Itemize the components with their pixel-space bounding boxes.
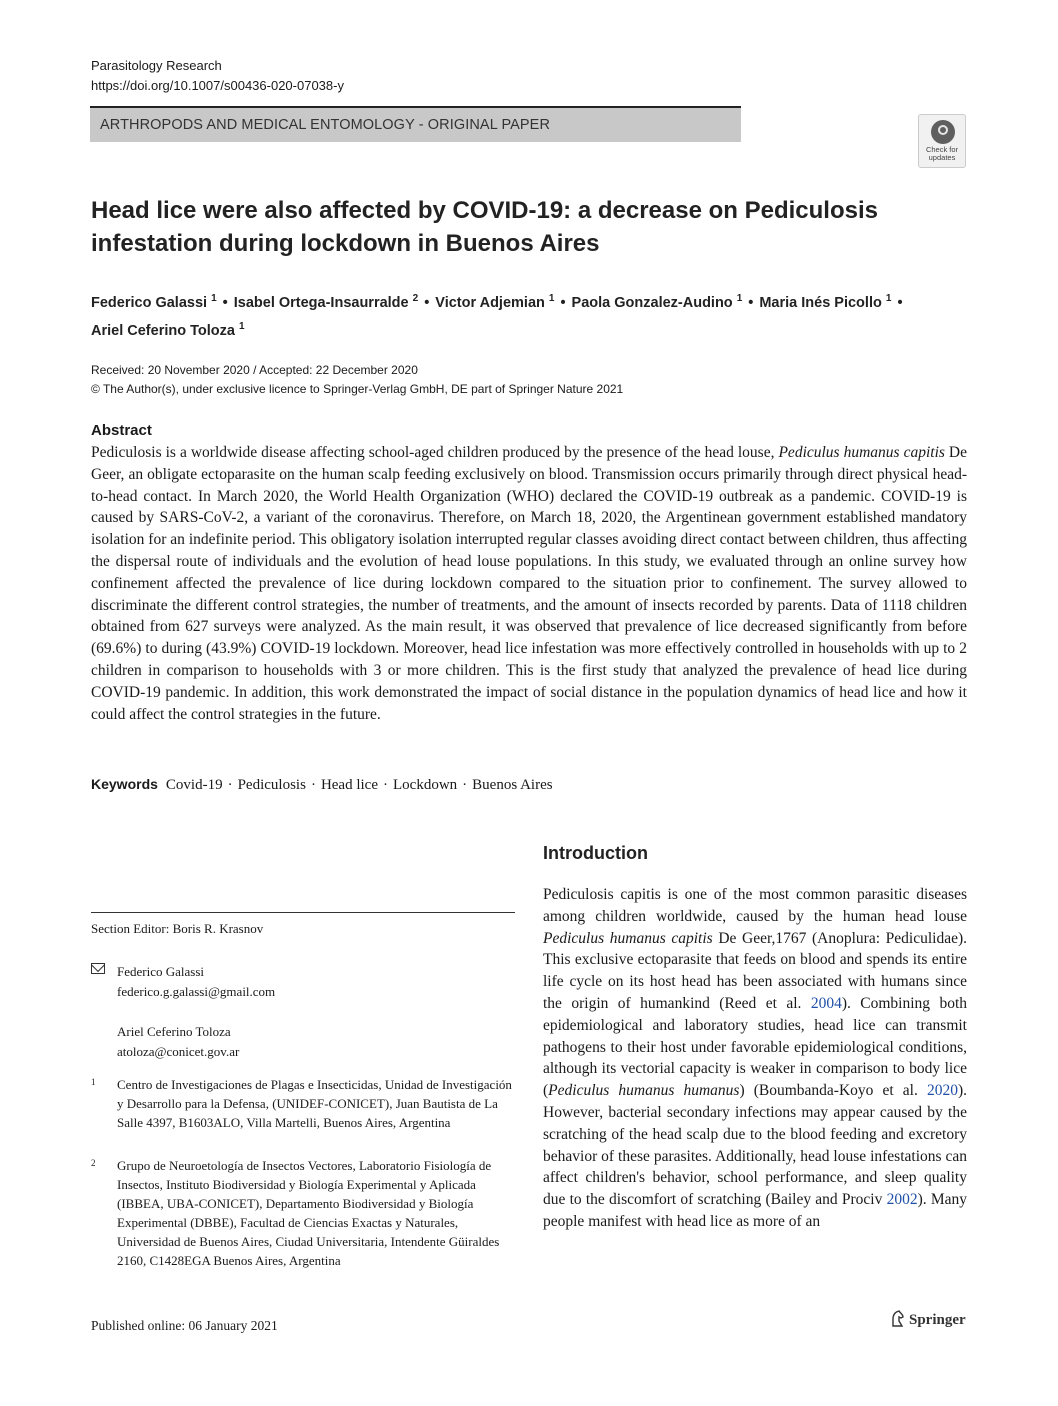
corresponding-author-email[interactable]: atoloza@conicet.gov.ar <box>117 1044 240 1059</box>
corresponding-authors <box>91 962 515 1062</box>
section-editor: Section Editor: Boris R. Krasnov <box>91 921 264 936</box>
abstract-heading: Abstract <box>91 422 152 439</box>
springer-horse-icon <box>890 1310 905 1327</box>
keyword-separator: · <box>227 777 233 793</box>
affiliation-1 <box>91 1075 515 1132</box>
published-online: Published online: 06 January 2021 <box>91 1318 278 1333</box>
author-list <box>91 287 971 343</box>
abstract-text-part: Pediculosis is a worldwide disease affecting school-aged children produced by the presence of the head louse, <box>91 444 779 461</box>
intro-text-part: ). Many people manifest with head lice as more of an <box>543 1191 967 1230</box>
article-title: Head lice were also affected by COVID-19: a decrease on Pediculosis infestation during lockdown in Buenos Aires <box>91 197 878 257</box>
check-updates-label: Check for updates <box>925 145 959 162</box>
affiliation-text: Grupo de Neuroetología de Insectos Vectores, Laboratorio Fisiología de Insectos, Instituto Biodiversidad y Biología Experimental y Aplicada (IBBEA, UBA-CONICET), Departamento Biodiversidad y Biología Experimental (DBBE), Facultad de Ciencias Exactas y Naturales, Universidad de Buenos Aires, Ciudad Universitaria, Intendente Güiraldes 2160, C1428EGA Buenos Aires, Argentina <box>117 1158 500 1268</box>
keyword: Head lice <box>320 777 378 793</box>
article-category: ARTHROPODS AND MEDICAL ENTOMOLOGY - ORIGINAL PAPER <box>100 117 551 133</box>
introduction-heading: Introduction <box>543 843 648 863</box>
species-name: Pediculus humanus capitis <box>543 929 713 947</box>
author-name[interactable]: Paola Gonzalez-Audino <box>571 294 733 311</box>
keyword: Buenos Aires <box>472 777 553 793</box>
citation-link[interactable]: 2020 <box>926 1082 958 1100</box>
intro-text-part: Pediculosis capitis is one of the most common parasitic diseases among children worldwide, caused by the human head louse <box>543 886 967 925</box>
author-name[interactable]: Ariel Ceferino Toloza <box>91 322 235 339</box>
author-separator: • <box>748 294 754 311</box>
affiliation-2 <box>91 1156 515 1270</box>
introduction-text <box>543 884 967 1233</box>
affiliation-marker: 1 <box>548 293 555 304</box>
intro-text-part: ). However, bacterial secondary infections may appear caused by the scratching of the head scalp due to the blood feeding and excretory behavior of these parasites. Additionally, head louse infestations can affect children's behavior, school performance, and sleep quality due to the discomfort of scratching (Bailey and Prociv <box>543 1082 967 1209</box>
author-separator: • <box>897 294 903 311</box>
species-name: Pediculus humanus humanus <box>548 1082 740 1100</box>
doi-link[interactable]: https://doi.org/10.1007/s00436-020-07038-y <box>91 78 344 93</box>
springer-logo <box>890 1310 966 1329</box>
affiliation-marker: 1 <box>238 320 245 332</box>
author-name[interactable]: Isabel Ortega-Insaurralde <box>233 294 409 311</box>
journal-name: Parasitology Research <box>91 58 222 73</box>
category-bar <box>90 106 741 142</box>
crossmark-icon <box>931 120 955 144</box>
intro-text-part: ). Combining both epidemiological and laboratory studies, head lice can transmit pathogens to their host under favorable epidemiological conditions, although its vectorial capacity is weaker in comparison to body lice ( <box>543 994 967 1100</box>
author-separator: • <box>560 294 566 311</box>
keywords-heading: Keywords <box>91 776 158 792</box>
author-separator: • <box>424 294 430 311</box>
author-name[interactable]: Victor Adjemian <box>435 294 545 311</box>
affiliation-number: 1 <box>91 1077 96 1087</box>
corresponding-author-name: Federico Galassi <box>117 964 205 979</box>
abstract-text-part: De Geer, an obligate ectoparasite on the human scalp feeding exclusively on blood. Transmission occurs primarily through direct physical head-to-head contact. In March 2020, the World Health Organization (WHO) declared the COVID-19 outbreak as a pandemic. COVID-19 is caused by SARS-CoV-2, a variant of the coronavirus. Therefore, on March 18, 2020, the Argentinean government established mandatory isolation for an indefinite period. This obligatory isolation interrupted regular classes avoiding direct contact between children, thus affecting the dispersal route of individuals and the evolution of head louse populations. In this study, we evaluated through an online survey how confinement affected the prevalence of lice during lockdown compared to the situation prior to confinement. The survey allowed to discriminate the different control strategies, the number of treatments, and the amount of insects recorded by parents. Data of 1118 children obtained from 627 surveys were analyzed. As the main result, it was observed that prevalence of lice decreased significantly from before (69.6%) to during (43.9%) COVID-19 lockdown. Moreover, head lice infestation was more effectively controlled in households with up to 2 children in comparison to households with 3 or more children. This is the first study that analyzed the prevalence of head lice during COVID-19 pandemic. In addition, this work demonstrated the impact of social distance in the population dynamics of head lice and how it could affect the control strategies in the future. <box>91 444 968 723</box>
citation-link[interactable]: 2004 <box>810 994 842 1012</box>
affiliation-marker: 1 <box>211 293 217 304</box>
affiliation-text: Centro de Investigaciones de Plagas e Insecticidas, Unidad de Investigación y Desarrollo para la Defensa, (UNIDEF-CONICET), Juan Bautista de La Salle 4397, B1603ALO, Villa Martelli, Buenos Aires, Argentina <box>117 1077 512 1130</box>
abstract-text <box>91 442 967 725</box>
keyword-separator: · <box>310 777 316 793</box>
intro-text-part: De Geer,1767 (Anoplura: Pediculidae). This exclusive ectoparasite that feeds on blood and spends its entire life cycle on its host head has been associated with humans since the origin of humankind (Reed et al. <box>543 929 967 1012</box>
keyword-separator: · <box>383 777 388 793</box>
publisher-name: Springer <box>909 1312 966 1328</box>
species-name: Pediculus humanus capitis <box>778 444 945 461</box>
keywords <box>91 776 553 794</box>
received-dates: Received: 20 November 2020 / Accepted: 22 December 2020 <box>91 363 418 377</box>
footnote-divider <box>91 912 515 913</box>
intro-text-part: ) (Boumbanda-Koyo et al. <box>739 1082 927 1100</box>
keyword: Pediculosis <box>237 777 306 793</box>
affiliation-marker: 2 <box>412 293 419 304</box>
corresponding-author-name: Ariel Ceferino Toloza <box>117 1024 231 1039</box>
keyword: Lockdown <box>393 777 458 793</box>
check-for-updates-badge[interactable] <box>918 114 966 168</box>
keyword-separator: · <box>462 777 468 793</box>
affiliation-marker: 1 <box>885 293 892 304</box>
affiliation-marker: 1 <box>736 293 743 304</box>
envelope-icon <box>91 963 105 974</box>
citation-link[interactable]: 2002 <box>886 1191 918 1209</box>
author-name[interactable]: Maria Inés Picollo <box>759 294 882 311</box>
copyright-notice: © The Author(s), under exclusive licence to Springer-Verlag GmbH, DE part of Springer Nature 2021 <box>91 382 624 396</box>
affiliation-number: 2 <box>91 1158 96 1168</box>
corresponding-author-email[interactable]: federico.g.galassi@gmail.com <box>117 984 276 999</box>
keyword: Covid-19 <box>165 777 223 793</box>
author-separator: • <box>222 294 228 311</box>
author-name[interactable]: Federico Galassi <box>91 294 208 311</box>
